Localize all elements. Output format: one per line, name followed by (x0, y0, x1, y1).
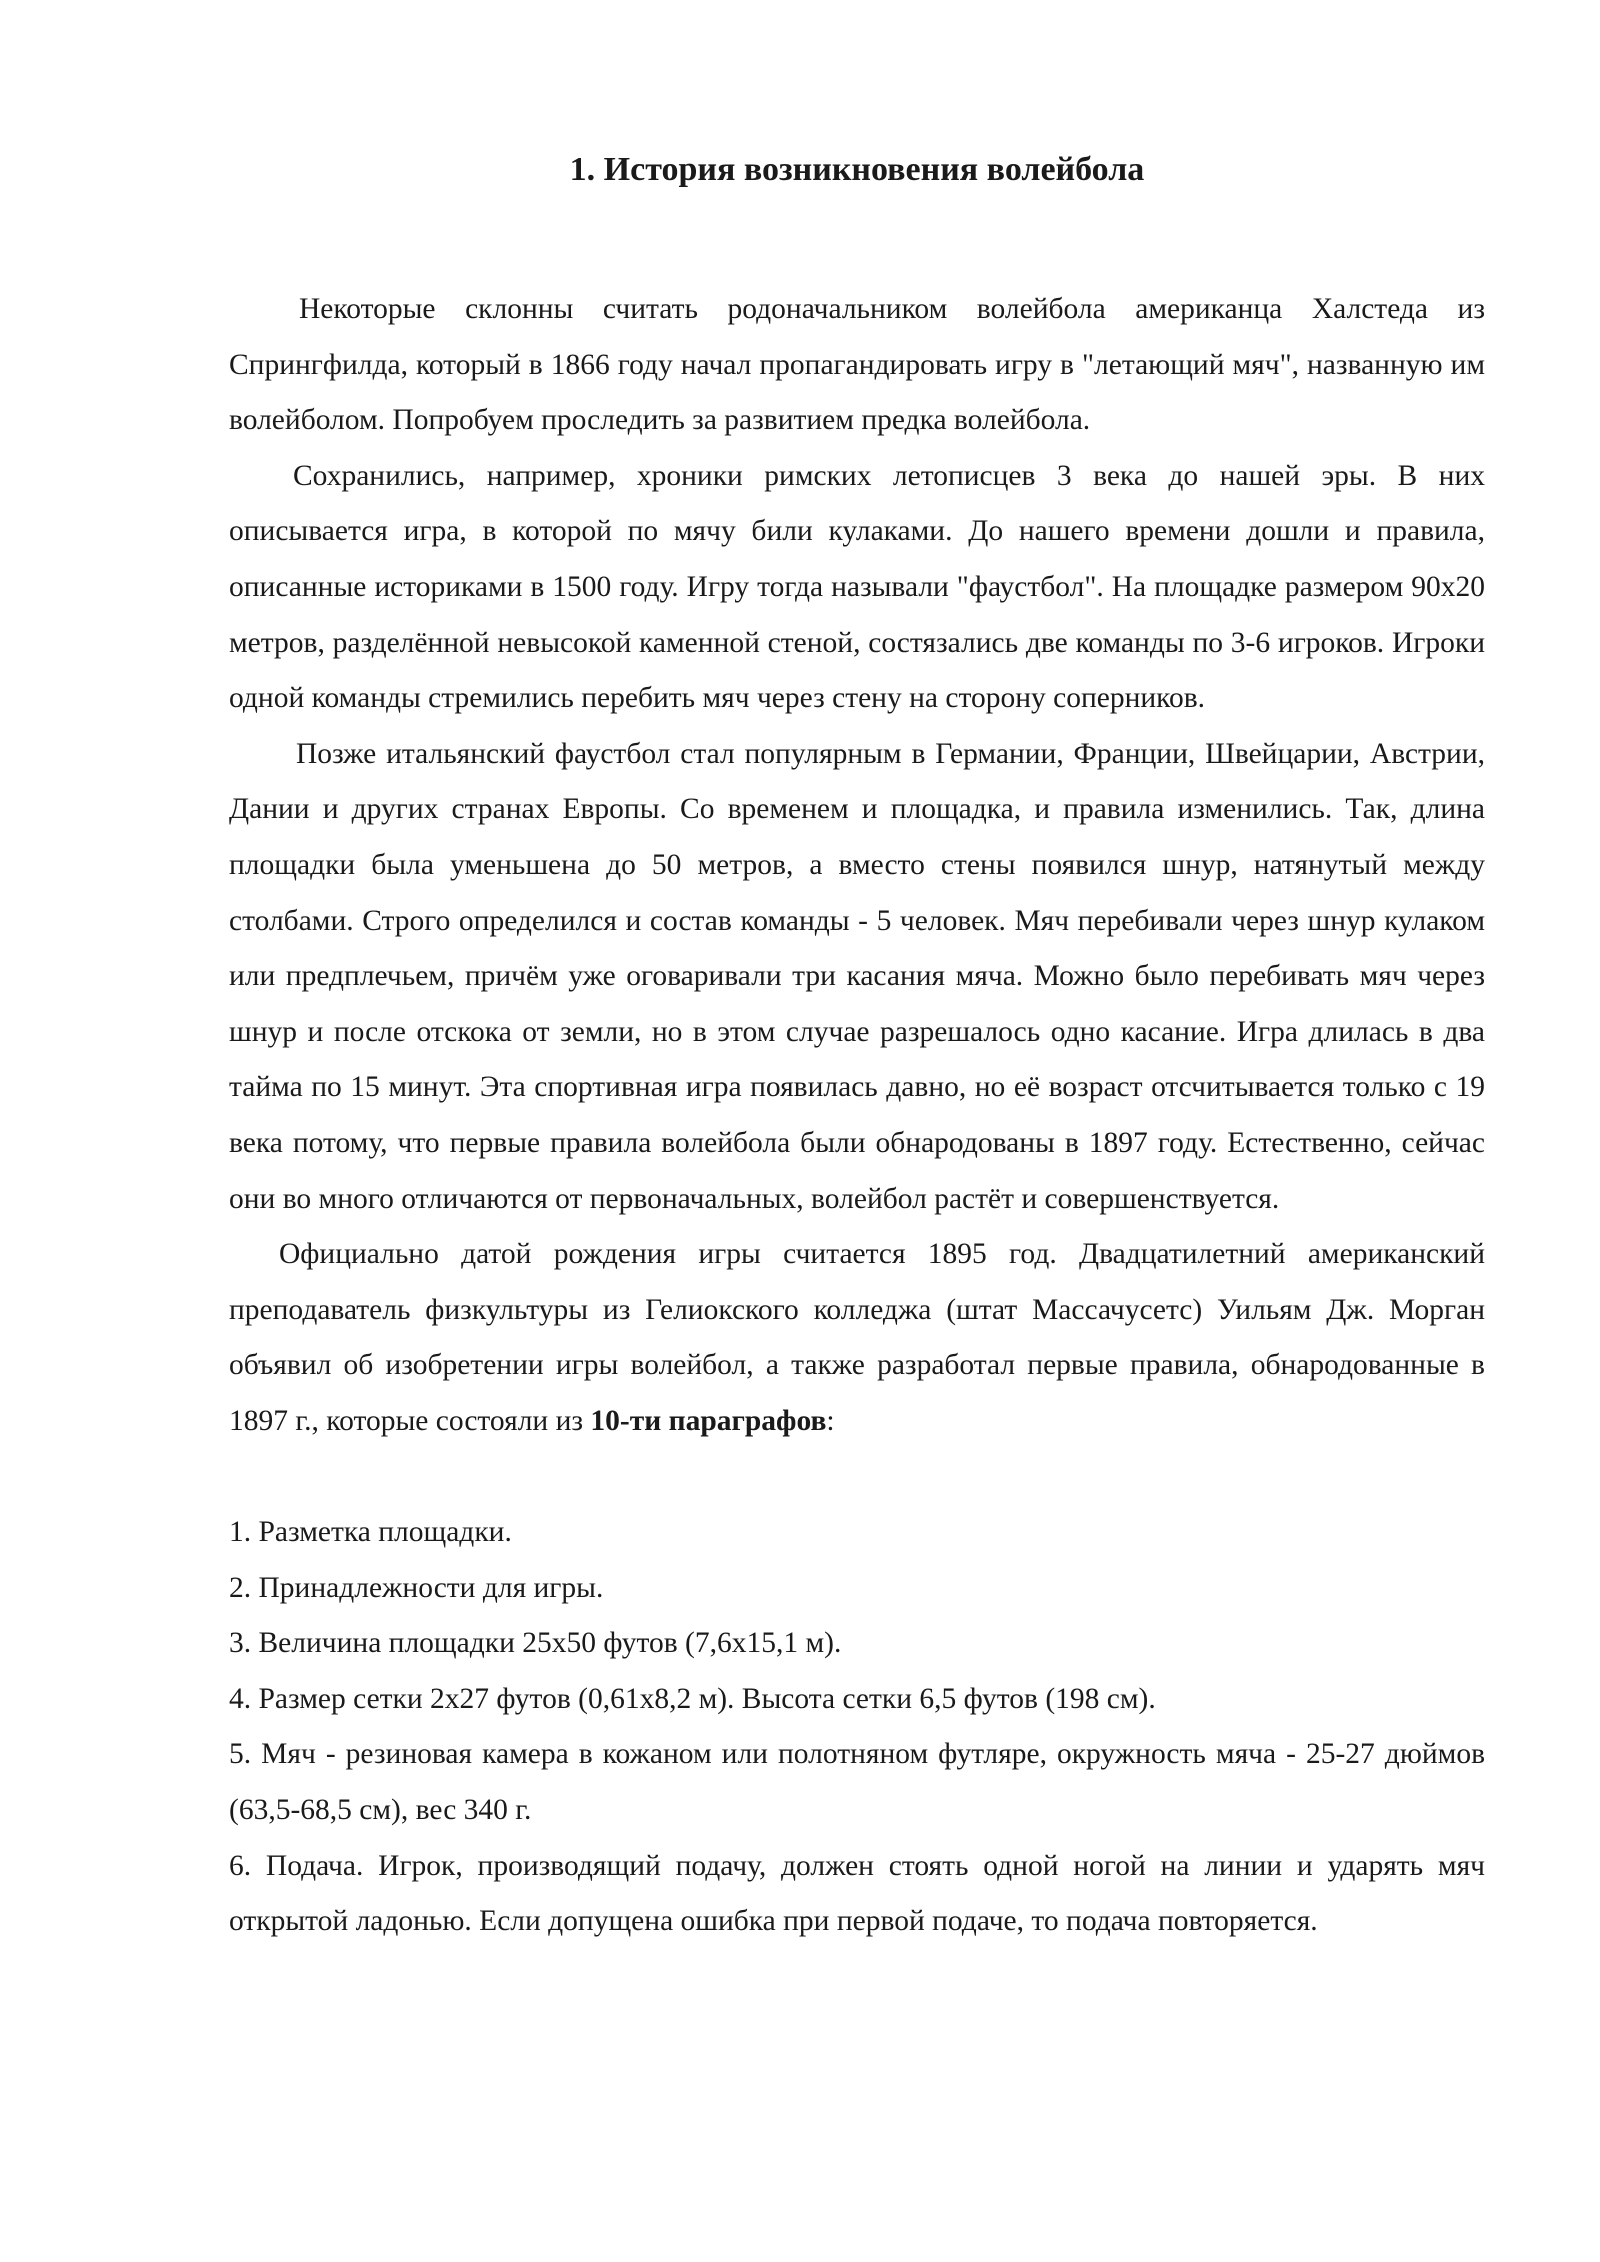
paragraph-faustball-europe: Позже итальянский фаустбол стал популярным в Германии, Франции, Швейцарии, Австрии, Дании и других странах Европы. Со временем и площадка, и правила изменились. Так, длина площадки была уменьшена до 50 метров, а вместо стены появился шнур, натянутый между столбами. Строго определился и состав команды - 5 человек. Мяч перебивали через шнур кулаком или предплечьем, причём уже оговаривали три касания мяча. Можно было перебивать мяч через шнур и после отскока от земли, но в этом случае разрешалось одно касание. Игра длилась в два тайма по 15 минут. Эта спортивная игра появилась давно, но её возраст отсчитывается только с 19 века потому, что первые правила волейбола были обнародованы в 1897 году. Естественно, сейчас они во много отличаются от первоначальных, волейбол растёт и совершенствуется. (229, 737, 1485, 1215)
official-text: Официально датой рождения игры считается 1895 год. Двадцатилетний американский преподаватель физкультуры из Гелиокского колледжа (штат Массачусетс) Уильям Дж. Морган объявил об изобретении игры волейбол, а также разработал первые правила, обнародованные в 1897 г., которые состояли из (229, 1238, 1485, 1437)
paragraph-roman-chronicles: Сохранились, например, хроники римских летописцев 3 века до нашей эры. В них описывается игра, в которой по мячу били кулаками. До нашего времени дошли и правила, описанные историками в 1500 году. Игру тогда называли "фаустбол". На площадке размером 90х20 метров, разделённой невысокой каменной стеной, состязались две команды по 3-6 игроков. Игроки одной команды стремились перебить мяч через стену на сторону соперников. (229, 459, 1485, 715)
rule-item: 3. Величина площадки 25х50 футов (7,6х15,1 м). (229, 1627, 842, 1660)
paragraph-halsted: Некоторые склонны считать родоначальником волейбола американца Халстеда из Спрингфилда, который в 1866 году начал пропагандировать игру в "летающий мяч", названную им волейболом. Попробуем проследить за развитием предка волейбола. (229, 293, 1485, 437)
document-body (229, 282, 1485, 1950)
blank-line (229, 1449, 1485, 1505)
rule-item: 2. Принадлежности для игры. (229, 1571, 604, 1604)
paragraph-official-birth (229, 1227, 1485, 1449)
rule-item: 1. Разметка площадки. (229, 1516, 512, 1549)
rule-item: 6. Подача. Игрок, производящий подачу, должен стоять одной ногой на линии и ударять мяч открытой ладонью. Если допущена ошибка при первой подаче, то подача повторяется. (229, 1849, 1485, 1938)
rule-item: 4. Размер сетки 2х27 футов (0,61х8,2 м). Высота сетки 6,5 футов (198 см). (229, 1682, 1156, 1715)
ten-paragraphs-emphasis: 10-ти параграфов (590, 1404, 827, 1437)
official-text-end: : (826, 1404, 835, 1437)
document-title: 1. История возникновения волейбола (569, 151, 1145, 188)
rule-item: 5. Мяч - резиновая камера в кожаном или полотняном футляре, окружность мяча - 25-27 дюймов (63,5-68,5 см), вес 340 г. (229, 1738, 1485, 1827)
